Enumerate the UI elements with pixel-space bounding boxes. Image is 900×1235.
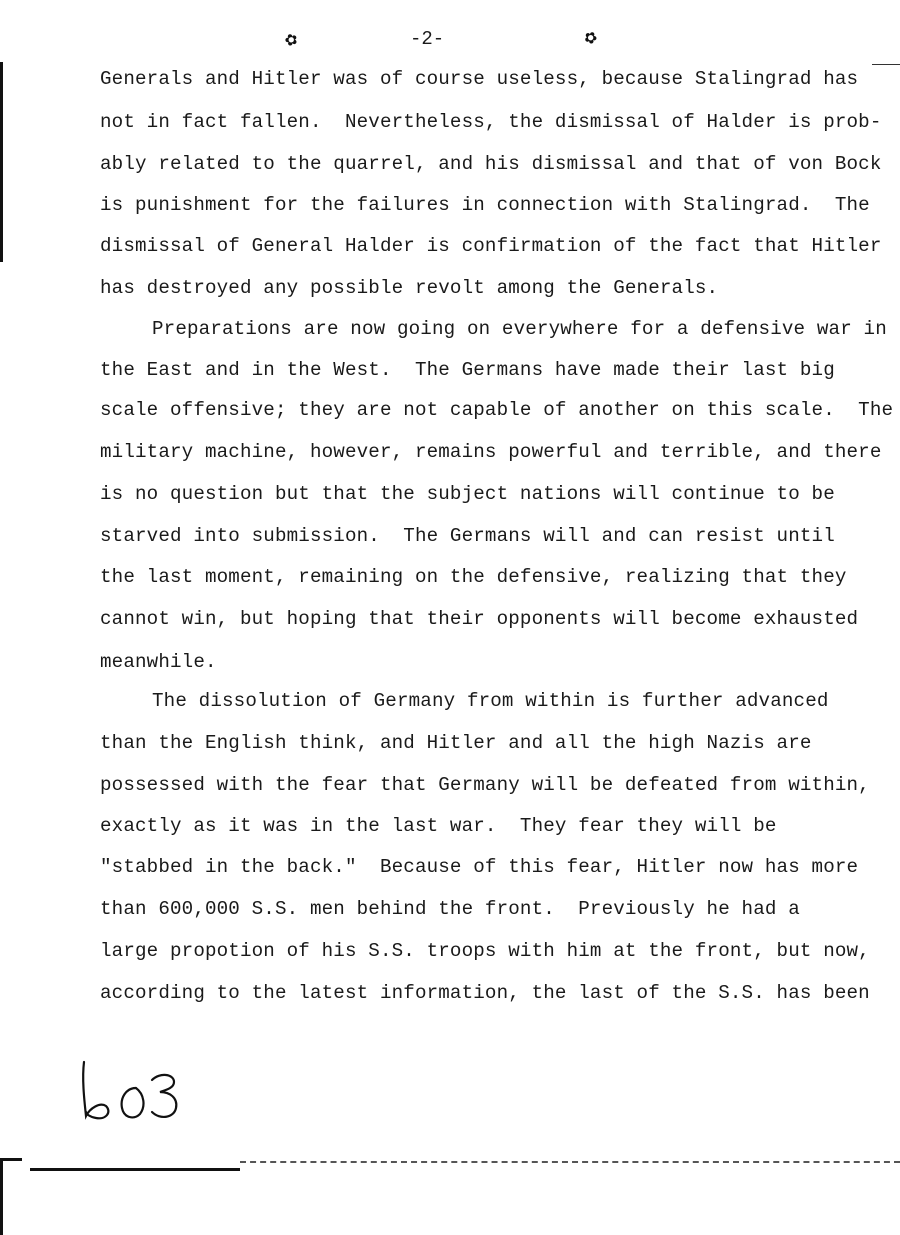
text-line: scale offensive; they are not capable of another on this scale. The [100,399,894,421]
text-line: has destroyed any possible revolt among the Generals. [100,277,719,299]
text-line: not in fact fallen. Nevertheless, the dismissal of Halder is prob- [100,111,882,133]
text-line: dismissal of General Halder is confirmation of the fact that Hitler [100,235,882,257]
text-line: ably related to the quarrel, and his dismissal and that of von Bock [100,153,882,175]
bottom-rule [30,1168,240,1171]
text-line: than the English think, and Hitler and all the high Nazis are [100,732,812,754]
text-line: military machine, however, remains powerful and terrible, and there [100,441,882,463]
scan-corner-mark [0,1158,22,1161]
text-line: the last moment, remaining on the defensive, realizing that they [100,566,847,588]
bottom-rule-dashed [240,1161,900,1164]
text-line: meanwhile. [100,651,217,673]
text-line: "stabbed in the back." Because of this fear, Hitler now has more [100,856,859,878]
ink-mark-left-icon: ✿ [281,27,302,54]
text-line: Generals and Hitler was of course useless, because Stalingrad has [100,68,859,90]
text-line: than 600,000 S.S. men behind the front. Previously he had a [100,898,800,920]
text-line: exactly as it was in the last war. They fear they will be [100,815,777,837]
handwritten-page-number [76,1058,186,1124]
page-number: -2- [410,28,445,50]
ink-mark-right-icon: ✿ [580,25,601,52]
text-line: is no question but that the subject nations will continue to be [100,483,835,505]
scan-edge-tick [872,64,900,65]
text-line: cannot win, but hoping that their opponents will become exhausted [100,608,859,630]
scan-corner-mark [0,1158,3,1235]
text-line: The dissolution of Germany from within is further advanced [152,690,829,712]
text-line: Preparations are now going on everywhere for a defensive war in [152,318,887,340]
text-line: large propotion of his S.S. troops with him at the front, but now, [100,940,870,962]
text-line: is punishment for the failures in connection with Stalingrad. The [100,194,870,216]
text-line: possessed with the fear that Germany will be defeated from within, [100,774,870,796]
text-line: according to the latest information, the last of the S.S. has been [100,982,870,1004]
text-line: starved into submission. The Germans will and can resist until [100,525,835,547]
text-line: the East and in the West. The Germans have made their last big [100,359,835,381]
scan-edge-left [0,62,3,262]
